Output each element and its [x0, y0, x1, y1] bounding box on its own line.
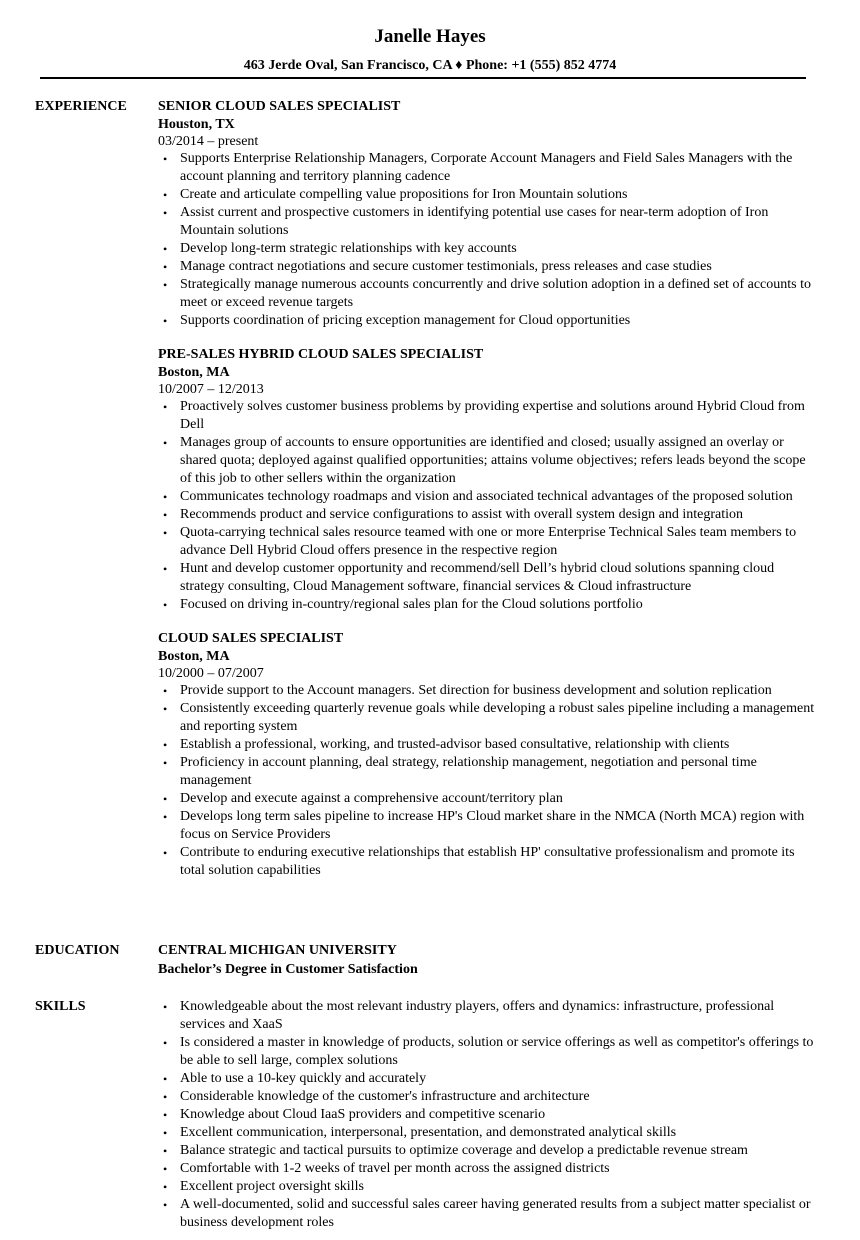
list-item [158, 506, 818, 524]
job-bullets [158, 398, 818, 614]
bullet-text: Provide support to the Account managers. Set direction for business development and solution replication [180, 683, 772, 698]
section-title-experience: EXPERIENCE [35, 99, 127, 114]
bullet-icon: • [163, 846, 168, 860]
bullet-icon: • [163, 810, 168, 824]
bullet-text: Communicates technology roadmaps and vision and associated technical advantages of the proposed solution [180, 489, 793, 504]
list-item [158, 488, 818, 506]
bullet-text: Able to use a 10-key quickly and accurately [180, 1071, 427, 1086]
bullet-text: Hunt and develop customer opportunity and recommend/sell Dell’s hybrid cloud solutions spanning cloud strategy consulting, Cloud Management software, financial services & Cloud infrastructure [180, 561, 775, 594]
bullet-text: Knowledgeable about the most relevant industry players, offers and dynamics: infrastructure, professional services and XaaS [180, 999, 775, 1032]
bullet-text: Knowledge about Cloud IaaS providers and competitive scenario [180, 1107, 546, 1122]
bullet-text: Considerable knowledge of the customer's infrastructure and architecture [180, 1089, 590, 1104]
job-title: SENIOR CLOUD SALES SPECIALIST [158, 99, 401, 114]
list-item [158, 1070, 818, 1088]
header-divider [40, 77, 806, 79]
bullet-text: Assist current and prospective customers in identifying potential use cases for near-term adoption of Iron Mountain solutions [180, 205, 769, 238]
bullet-icon: • [163, 1072, 168, 1086]
bullet-text: Proactively solves customer business problems by providing expertise and solutions around Hybrid Cloud from Dell [180, 399, 805, 432]
list-item [158, 276, 818, 312]
list-item [158, 1124, 818, 1142]
bullet-text: Excellent project oversight skills [180, 1179, 364, 1194]
list-item [158, 1196, 818, 1232]
list-item [158, 1160, 818, 1178]
job-location: Boston, MA [158, 649, 230, 664]
bullet-text: Manages group of accounts to ensure opportunities are identified and closed; usually assigned an overlay or shared quota; deployed against qualified opportunities; attains volume objectives; refers leads beyond the scope of this job to other sellers within the organization [180, 435, 806, 486]
list-item [158, 186, 818, 204]
candidate-name: Janelle Hayes [374, 26, 486, 47]
bullet-text: Balance strategic and tactical pursuits to optimize coverage and develop a predictable revenue stream [180, 1143, 748, 1158]
job-title: CLOUD SALES SPECIALIST [158, 631, 344, 646]
bullet-icon: • [163, 756, 168, 770]
contact-line: 463 Jerde Oval, San Francisco, CA ♦ Phone: +1 (555) 852 4774 [243, 58, 617, 73]
bullet-icon: • [163, 684, 168, 698]
list-item [158, 1142, 818, 1160]
job-dates: 03/2014 – present [158, 134, 259, 149]
job-title: PRE-SALES HYBRID CLOUD SALES SPECIALIST [158, 347, 484, 362]
list-item [158, 1088, 818, 1106]
section-title-skills: SKILLS [35, 999, 86, 1014]
skills-list [158, 998, 818, 1232]
list-item [158, 434, 818, 488]
bullet-icon: • [163, 1090, 168, 1104]
list-item [158, 150, 818, 186]
bullet-text: Focused on driving in-country/regional sales plan for the Cloud solutions portfolio [180, 597, 643, 612]
job-entry [158, 630, 818, 880]
list-item [158, 682, 818, 700]
job-location: Houston, TX [158, 117, 235, 132]
list-item [158, 790, 818, 808]
bullet-icon: • [163, 1144, 168, 1158]
list-item [158, 998, 818, 1034]
job-dates: 10/2007 – 12/2013 [158, 382, 264, 397]
bullet-text: Recommends product and service configurations to assist with overall system design and integration [180, 507, 743, 522]
list-item [158, 1106, 818, 1124]
bullet-icon: • [163, 792, 168, 806]
bullet-text: Develop and execute against a comprehensive account/territory plan [180, 791, 563, 806]
bullet-text: Develops long term sales pipeline to increase HP's Cloud market share in the NMCA (North MCA) region with focus on Service Providers [180, 809, 805, 842]
bullet-text: Contribute to enduring executive relationships that establish HP' consultative professionalism and promote its total solution capabilities [180, 845, 795, 878]
list-item [158, 524, 818, 560]
bullet-icon: • [163, 508, 168, 522]
list-item [158, 312, 818, 330]
bullet-icon: • [163, 188, 168, 202]
bullet-icon: • [163, 702, 168, 716]
list-item [158, 258, 818, 276]
education-body [158, 942, 818, 980]
bullet-icon: • [163, 526, 168, 540]
bullet-icon: • [163, 1162, 168, 1176]
bullet-icon: • [163, 278, 168, 292]
bullet-text: Strategically manage numerous accounts concurrently and drive solution adoption in a defined set of accounts to meet or exceed revenue targets [180, 277, 811, 310]
section-title-education: EDUCATION [35, 943, 120, 958]
bullet-icon: • [163, 490, 168, 504]
bullet-text: Consistently exceeding quarterly revenue goals while developing a robust sales pipeline including a management and reporting system [180, 701, 815, 734]
resume-header [0, 0, 860, 75]
job-location: Boston, MA [158, 365, 230, 380]
bullet-icon: • [163, 260, 168, 274]
bullet-text: Develop long-term strategic relationships with key accounts [180, 241, 517, 256]
bullet-icon: • [163, 436, 168, 450]
bullet-text: Comfortable with 1-2 weeks of travel per month across the assigned districts [180, 1161, 610, 1176]
bullet-text: Establish a professional, working, and trusted-advisor based consultative, relationship with clients [180, 737, 730, 752]
bullet-icon: • [163, 598, 168, 612]
bullet-text: A well-documented, solid and successful sales career having generated results from a subject matter specialist or business development roles [180, 1197, 811, 1230]
bullet-text: Manage contract negotiations and secure customer testimonials, press releases and case studies [180, 259, 712, 274]
bullet-text: Create and articulate compelling value propositions for Iron Mountain solutions [180, 187, 628, 202]
bullet-icon: • [163, 242, 168, 256]
bullet-icon: • [163, 738, 168, 752]
bullet-icon: • [163, 1126, 168, 1140]
list-item [158, 808, 818, 844]
bullet-text: Supports Enterprise Relationship Managers, Corporate Account Managers and Field Sales Managers with the account planning and territory planning cadence [180, 151, 793, 184]
bullet-icon: • [163, 1000, 168, 1014]
bullet-text: Is considered a master in knowledge of products, solution or service offerings as well as competitor's offerings to be able to sell large, complex solutions [180, 1035, 814, 1068]
bullet-text: Excellent communication, interpersonal, presentation, and demonstrated analytical skills [180, 1125, 677, 1140]
list-item [158, 596, 818, 614]
list-item [158, 1034, 818, 1070]
experience-body [158, 98, 818, 896]
bullet-icon: • [163, 1198, 168, 1212]
list-item [158, 204, 818, 240]
bullet-icon: • [163, 1036, 168, 1050]
bullet-icon: • [163, 314, 168, 328]
bullet-icon: • [163, 562, 168, 576]
education-degree: Bachelor’s Degree in Customer Satisfaction [158, 962, 418, 977]
job-entry [158, 98, 818, 330]
bullet-icon: • [163, 206, 168, 220]
job-bullets [158, 150, 818, 330]
job-dates: 10/2000 – 07/2007 [158, 666, 264, 681]
list-item [158, 560, 818, 596]
bullet-icon: • [163, 1108, 168, 1122]
job-entry [158, 346, 818, 614]
list-item [158, 240, 818, 258]
bullet-text: Proficiency in account planning, deal strategy, relationship management, negotiation and personal time management [180, 755, 757, 788]
bullet-icon: • [163, 152, 168, 166]
education-school: CENTRAL MICHIGAN UNIVERSITY [158, 943, 397, 958]
bullet-text: Supports coordination of pricing exception management for Cloud opportunities [180, 313, 631, 328]
bullet-text: Quota-carrying technical sales resource teamed with one or more Enterprise Technical Sales team members to advance Dell Hybrid Cloud offers presence in the respective region [180, 525, 797, 558]
list-item [158, 754, 818, 790]
list-item [158, 1178, 818, 1196]
bullet-icon: • [163, 1180, 168, 1194]
bullet-icon: • [163, 400, 168, 414]
list-item [158, 398, 818, 434]
list-item [158, 844, 818, 880]
skills-body [158, 998, 818, 1232]
job-bullets [158, 682, 818, 880]
list-item [158, 700, 818, 736]
list-item [158, 736, 818, 754]
